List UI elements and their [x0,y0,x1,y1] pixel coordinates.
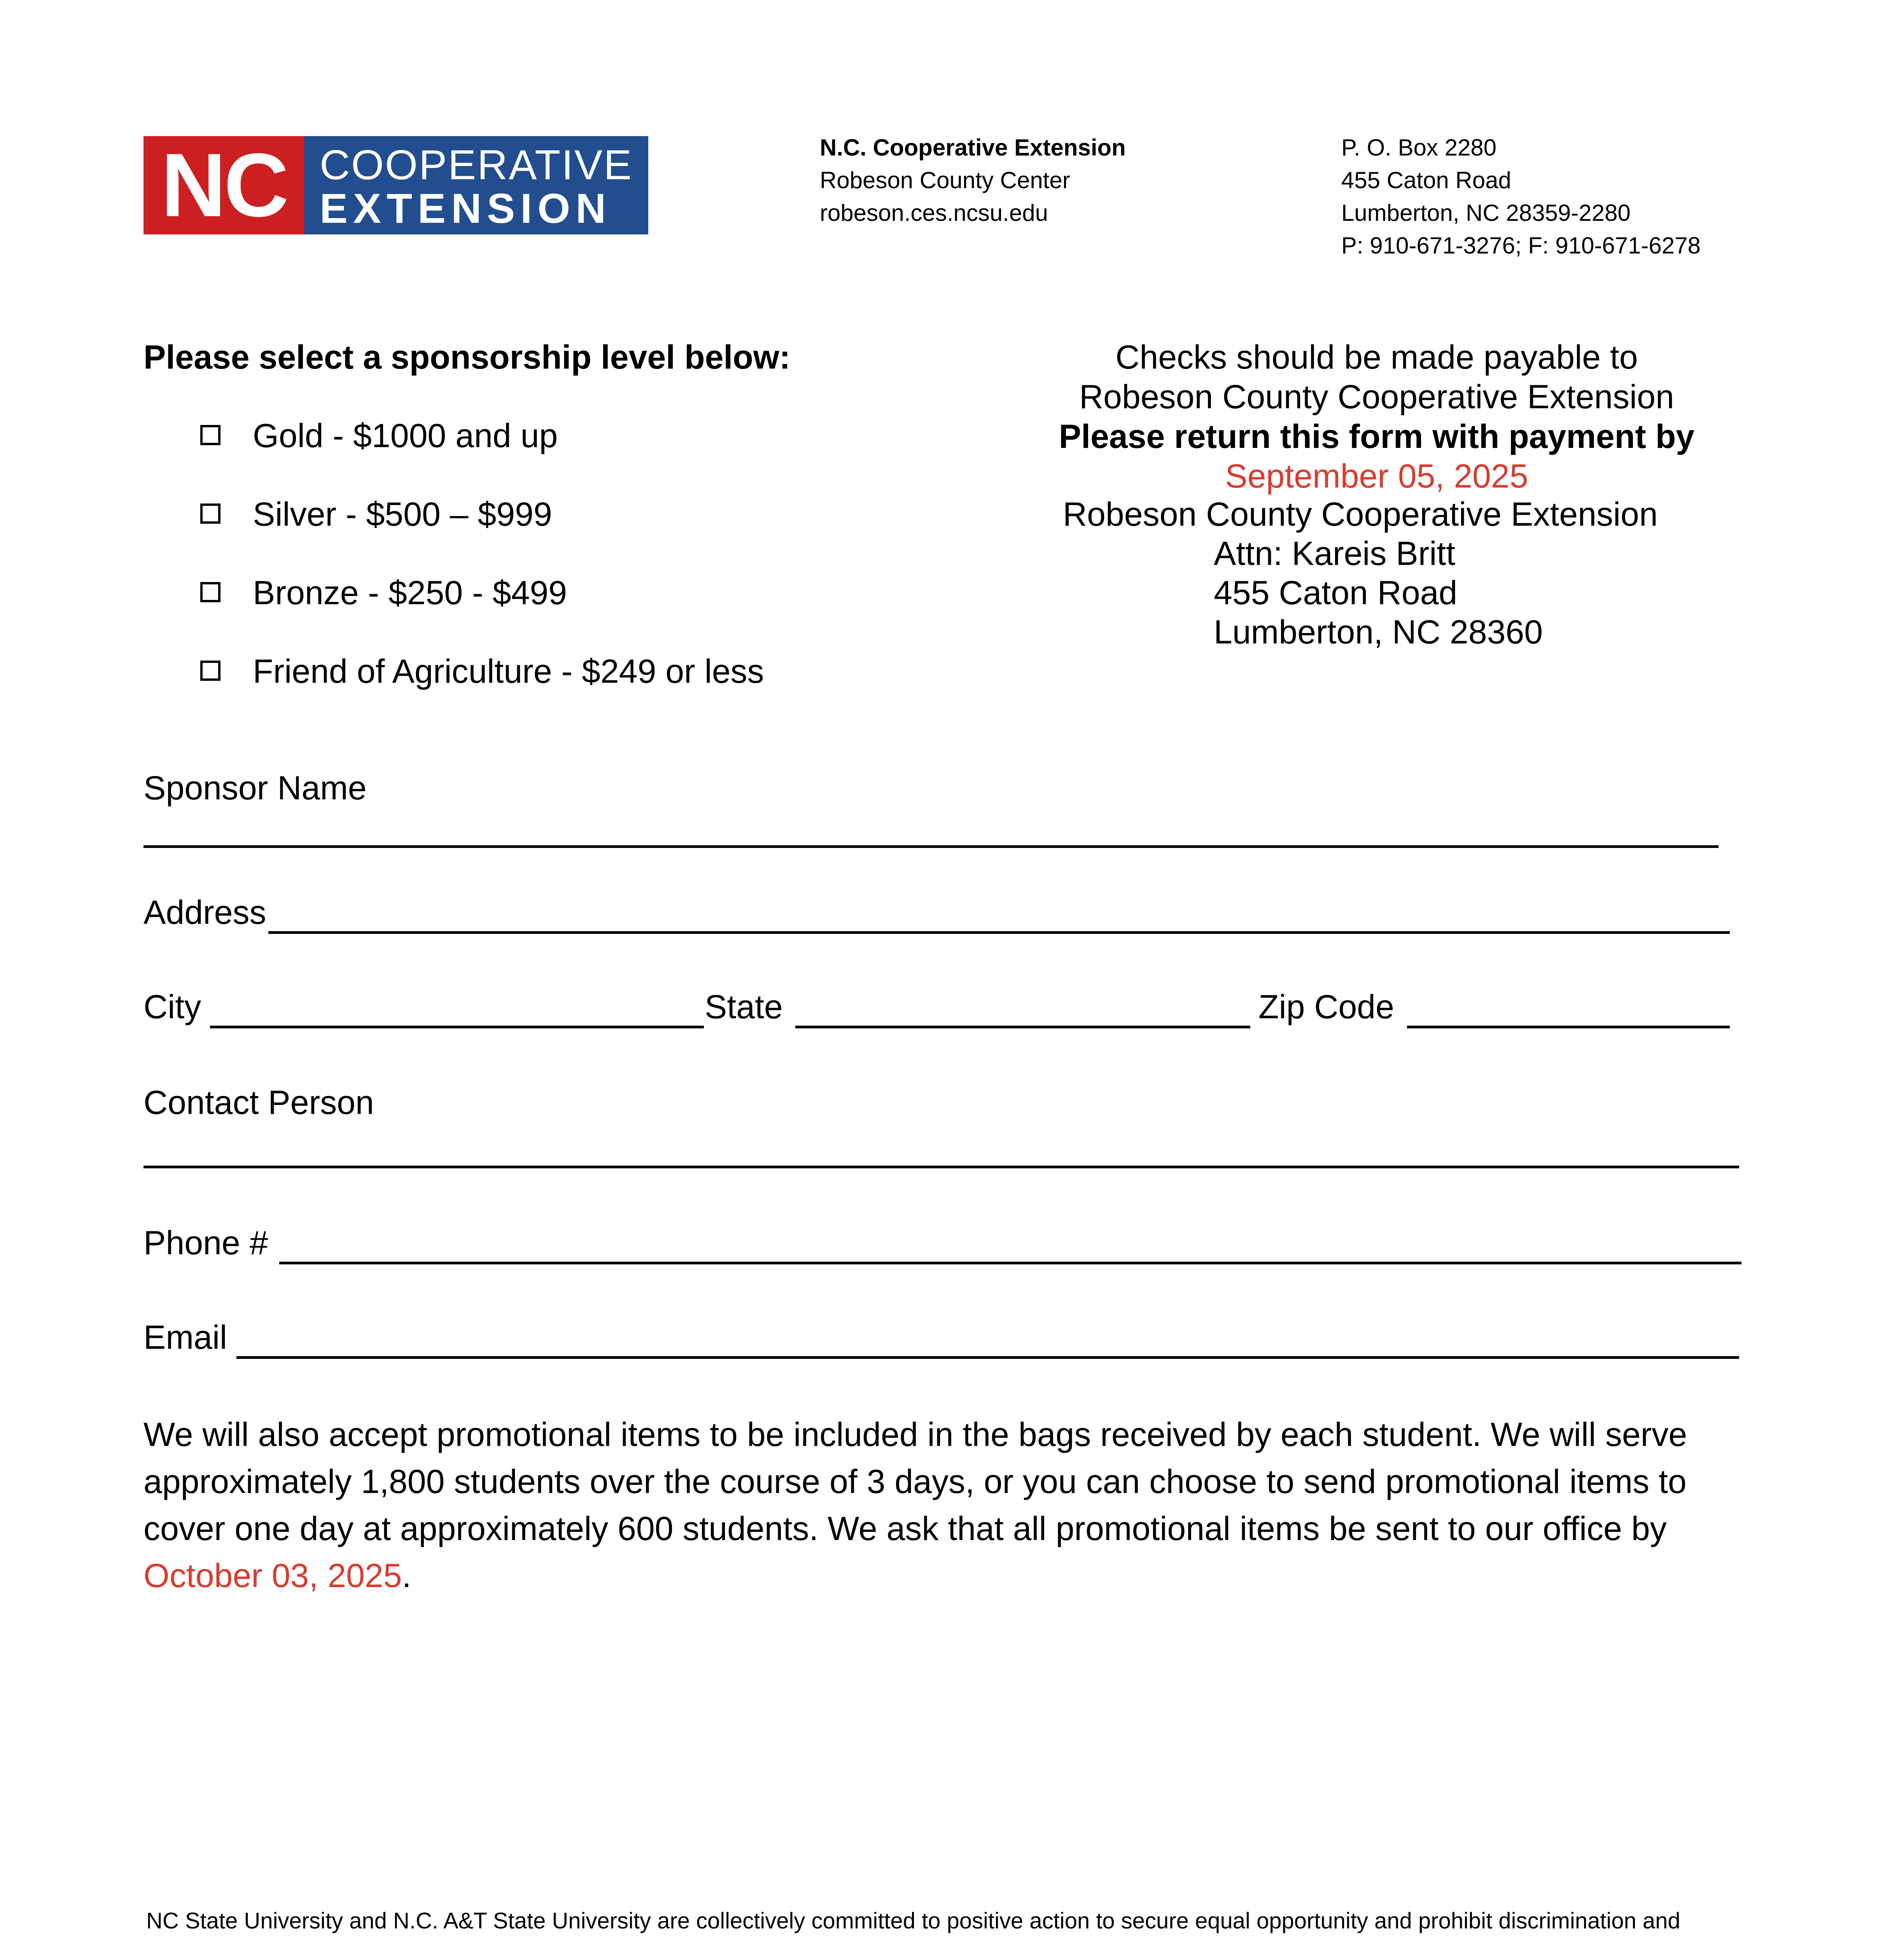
sponsorship-option-bronze[interactable] [200,573,567,613]
promo-text: We will also accept promotional items to be included in the bags received by each student. We will serve approximately 1,800 students over the course of 3 days, or you can choose to send promotional items to cover one day at approximately 600 students. We ask that all promotional items be sent to our office by [144,1416,1687,1547]
header-phone-fax: P: 910-671-3276; F: 910-671-6278 [1341,233,1701,259]
return-address-org: Robeson County Cooperative Extension [1063,496,1658,533]
city-label: City [144,988,201,1026]
return-address-attn: Attn: Kareis Britt [1214,535,1456,572]
return-address-city: Lumberton, NC 28360 [1214,614,1543,651]
sponsorship-heading: Please select a sponsorship level below: [144,339,791,376]
header-po-box: P. O. Box 2280 [1341,135,1497,161]
checkbox[interactable] [200,582,220,602]
header-street: 455 Caton Road [1341,167,1511,193]
checkbox[interactable] [200,503,220,524]
phone-field[interactable] [279,1262,1741,1264]
payment-deadline: September 05, 2025 [1225,458,1528,495]
zip-code-field[interactable] [1407,1026,1730,1028]
logo-line-cooperative: COOPERATIVE [320,141,633,188]
sponsorship-option-gold[interactable] [200,416,558,456]
city-field[interactable] [210,1026,704,1028]
payment-instructions [1027,337,1727,496]
option-label: Friend of Agriculture - $249 or less [253,653,764,690]
checkbox[interactable] [200,661,220,681]
nc-cooperative-extension-logo [144,136,648,234]
state-label: State [705,988,783,1026]
promotional-items-paragraph [144,1411,1757,1600]
address-label: Address [144,894,266,931]
email-label: Email [144,1319,228,1356]
email-field[interactable] [236,1356,1739,1359]
header-center-block [820,131,1126,229]
return-address-street: 455 Caton Road [1214,574,1458,612]
state-field[interactable] [795,1026,1250,1028]
checkbox[interactable] [200,425,220,445]
header-address-block [1341,131,1701,262]
option-label: Bronze - $250 - $499 [253,574,567,612]
logo-line-extension: EXTENSION [320,185,612,232]
header-org-name: N.C. Cooperative Extension [820,135,1126,161]
option-label: Gold - $1000 and up [253,417,558,455]
logo-wordmark [304,136,648,234]
address-field[interactable] [268,931,1730,934]
promo-deadline: October 03, 2025 [144,1557,402,1594]
promo-end: . [402,1557,411,1594]
sponsorship-option-silver[interactable] [200,495,552,534]
contact-person-field[interactable] [144,1166,1739,1168]
payable-to-line: Checks should be made payable to [1115,339,1638,376]
sponsorship-option-friend[interactable] [200,652,764,691]
nondiscrimination-statement: NC State University and N.C. A&T State University are collectively committed to positive action to secure equal opportunity and prohibit discrimination and [146,1908,1680,1934]
phone-label: Phone # [144,1224,268,1262]
zip-code-label: Zip Code [1258,988,1394,1026]
header-center-name: Robeson County Center [820,167,1070,193]
header-website: robeson.ces.ncsu.edu [820,200,1048,226]
option-label: Silver - $500 – $999 [253,496,552,533]
payable-to-org: Robeson County Cooperative Extension [1079,378,1674,416]
sponsor-name-label: Sponsor Name [144,769,367,807]
sponsor-name-field[interactable] [144,845,1718,848]
logo-nc-mark: NC [144,136,304,234]
return-instruction: Please return this form with payment by [1059,418,1695,455]
header-city: Lumberton, NC 28359-2280 [1341,200,1631,226]
contact-person-label: Contact Person [144,1084,374,1121]
